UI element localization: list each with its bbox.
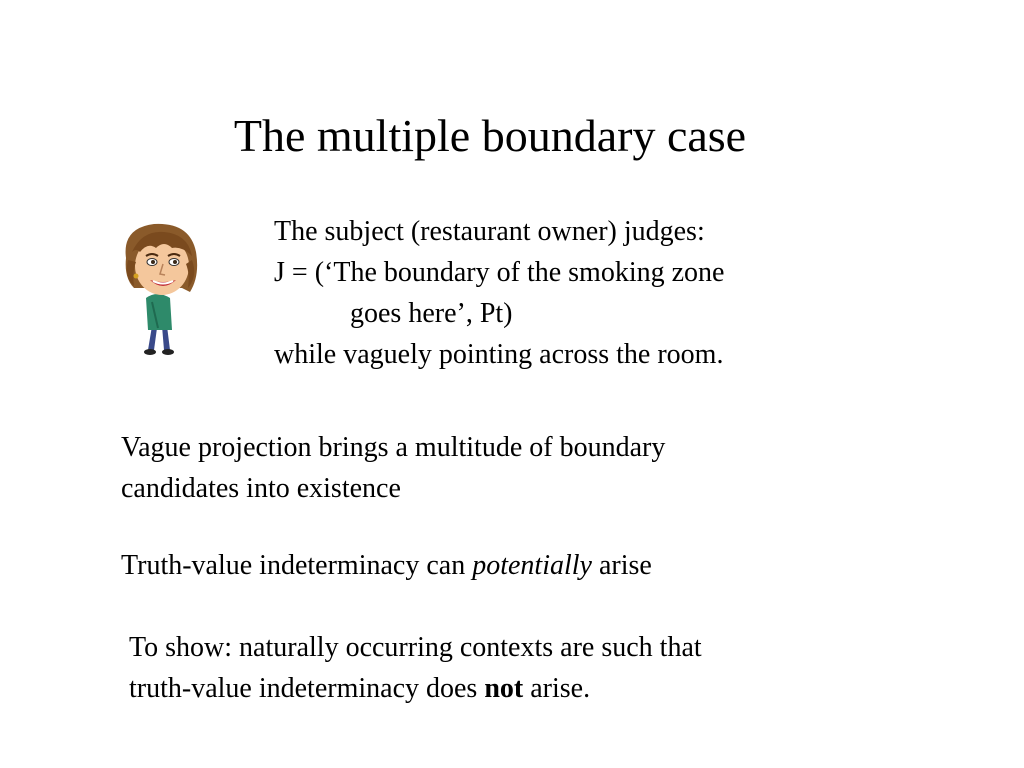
- indeterminacy-text: [121, 545, 652, 586]
- judgment-line-4: while vaguely pointing across the room.: [274, 339, 724, 370]
- to-show-line-2-bold: not: [484, 673, 524, 704]
- indeterminacy-after: arise: [591, 550, 652, 581]
- to-show-line-2-before: truth-value indeterminacy does: [129, 673, 485, 704]
- to-show-text: [129, 627, 702, 709]
- projection-text: [121, 427, 665, 509]
- judgment-line-2: J = (‘The boundary of the smoking zone: [274, 257, 725, 288]
- judgment-line-1: The subject (restaurant owner) judges:: [274, 216, 705, 247]
- to-show-line-2: [129, 668, 702, 709]
- to-show-line-1: To show: naturally occurring contexts are such that: [129, 632, 702, 663]
- to-show-line-2-after: arise.: [523, 673, 591, 704]
- indeterminacy-line: [121, 545, 652, 586]
- indeterminacy-before: Truth-value indeterminacy can: [121, 550, 473, 581]
- judgment-line-3: goes here’, Pt): [350, 298, 513, 329]
- woman-cartoon-icon: [112, 218, 208, 356]
- indeterminacy-emphasis: potentially: [472, 550, 592, 581]
- projection-line-2: candidates into existence: [121, 473, 401, 504]
- projection-line-1: Vague projection brings a multitude of boundary: [121, 432, 666, 463]
- slide-title: The multiple boundary case: [233, 110, 747, 161]
- judgment-text: [274, 211, 724, 375]
